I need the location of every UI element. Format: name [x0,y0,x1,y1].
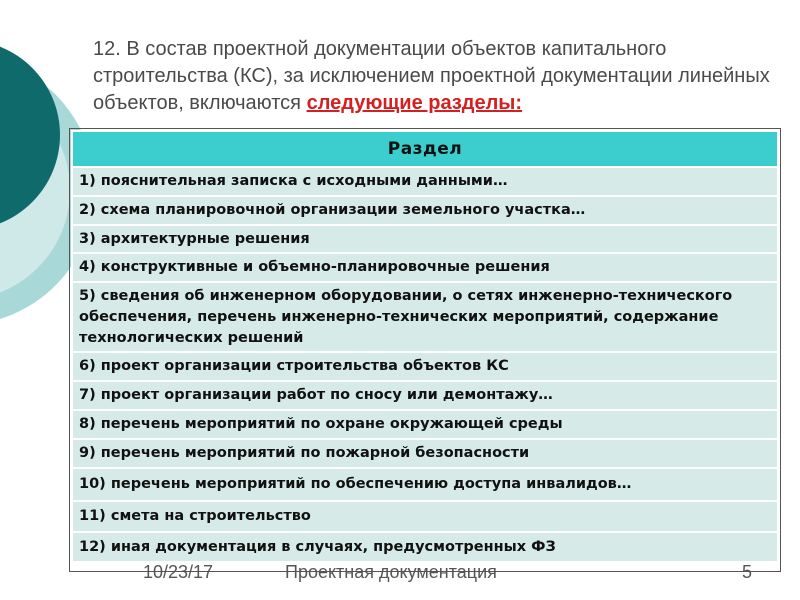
title-highlight: следующие разделы: [306,92,523,114]
table-row [72,468,778,501]
section-10: 10) перечень мероприятий по обеспечению доступа инвалидов… [72,468,778,501]
table-row [72,196,778,225]
table-row [72,352,778,381]
title-text: 12. В состав проектной документации объектов капитального строительства (КС), за исключением проектной документации линейных объектов, включаются [93,38,770,114]
table-row [72,410,778,439]
footer-title: Проектная документация [285,562,497,582]
slide-number: 5 [742,562,753,582]
table-header: Раздел [72,131,778,167]
section-12: 12) иная документация в случаях, предусмотренных ФЗ [72,532,778,562]
table-header-row [72,131,778,167]
slide-title [93,36,773,117]
table-row [72,253,778,282]
table-row [72,439,778,468]
section-4: 4) конструктивные и объемно-планировочные решения [72,253,778,282]
section-7: 7) проект организации работ по сносу или демонтажу… [72,381,778,410]
table-row [72,501,778,532]
table-row [72,532,778,562]
table-row [72,282,778,352]
section-3: 3) архитектурные решения [72,225,778,253]
section-1: 1) пояснительная записка с исходными данными… [72,167,778,196]
table-row [72,225,778,253]
sections-table [71,130,779,563]
section-8: 8) перечень мероприятий по охране окружающей среды [72,410,778,439]
table-row [72,167,778,196]
section-2: 2) схема планировочной организации земельного участка… [72,196,778,225]
footer-date: 10/23/17 [143,562,214,582]
table-row [72,381,778,410]
section-6: 6) проект организации строительства объектов КС [72,352,778,381]
section-11: 11) смета на строительство [72,501,778,532]
section-5: 5) сведения об инженерном оборудовании, о сетях инженерно-технического обеспечения, перечень инженерно-технических мероприятий, содержание технологических решений [72,282,778,352]
section-9: 9) перечень мероприятий по пожарной безопасности [72,439,778,468]
